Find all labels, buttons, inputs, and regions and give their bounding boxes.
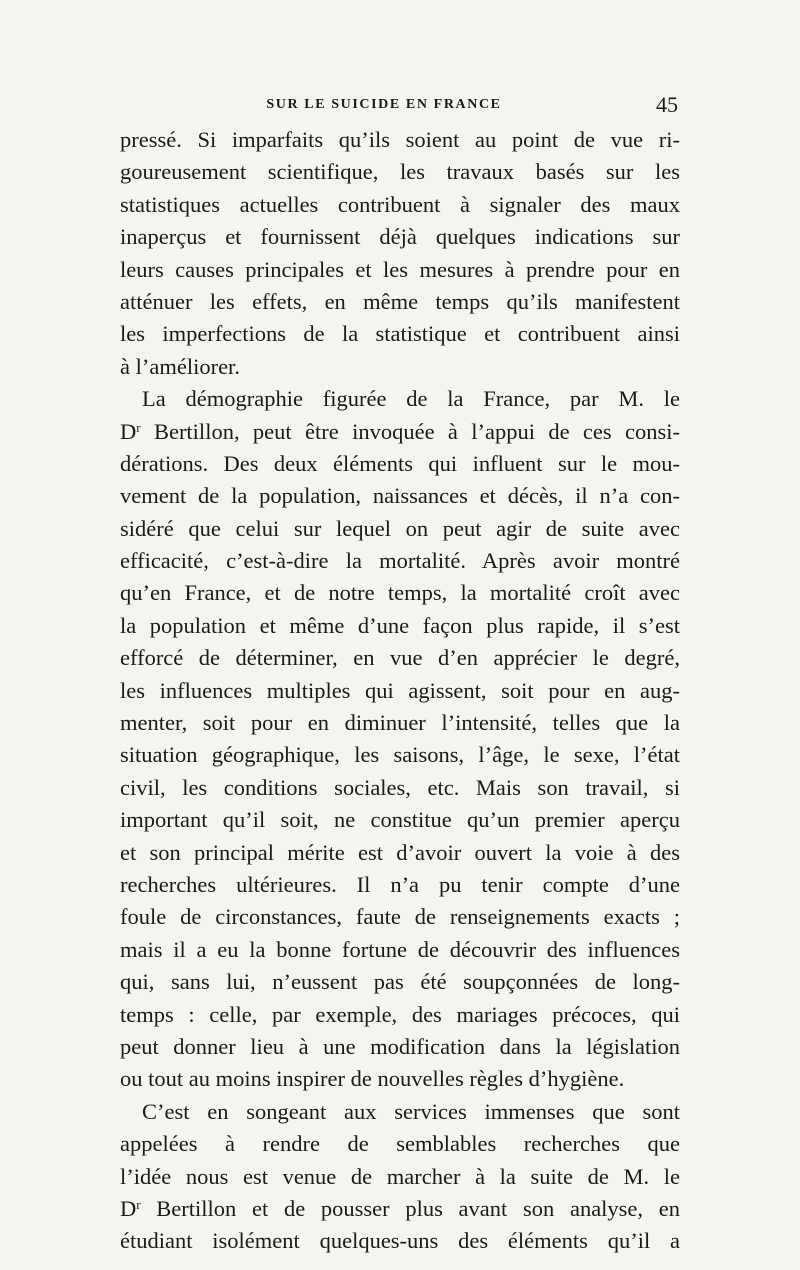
text-line [120, 869, 680, 901]
line-text-rest: Bertillon, peut être invoquée à l’appui de ces consi- [140, 418, 680, 444]
page-number: 45 [656, 92, 678, 117]
text-line [120, 1193, 680, 1225]
line-text: statistiques actuelles contribuent à signaler des maux [120, 191, 680, 217]
text-line [120, 577, 680, 609]
line-text: efficacité, c’est-à-dire la mortalité. Après avoir montré [120, 548, 680, 574]
line-text: recherches ultérieures. Il n’a pu tenir compte d’une [120, 871, 680, 897]
text-line [120, 675, 680, 707]
line-text: l’idée nous est venue de marcher à la suite de M. le [120, 1163, 680, 1189]
line-text: la population et même d’une façon plus rapide, il s’est [120, 612, 680, 638]
line-text: pressé. Si imparfaits qu’ils soient au point de vue ri- [120, 127, 680, 152]
text-line [120, 610, 680, 642]
text-line [120, 1063, 680, 1095]
line-text: qu’en France, et de notre temps, la mortalité croît avec [120, 580, 680, 606]
body-text [120, 124, 680, 1258]
text-line [120, 156, 680, 188]
line-text: appelées à rendre de semblables recherches que [120, 1131, 680, 1157]
line-text: les imperfections de la statistique et contribuent ainsi [120, 321, 680, 347]
text-line [120, 286, 680, 318]
text-line [120, 480, 680, 512]
text-line [120, 318, 680, 350]
line-text: goureusement scientifique, les travaux basés sur les [120, 159, 680, 185]
text-line [120, 1096, 680, 1128]
text-line [120, 221, 680, 253]
text-line [120, 837, 680, 869]
line-text: étudiant isolément quelques-uns des éléments qu’il a [120, 1228, 680, 1254]
line-text: foule de circonstances, faute de renseignements exacts ; [120, 904, 680, 930]
text-line [120, 545, 680, 577]
line-text: leurs causes principales et les mesures à prendre pour en [120, 256, 680, 282]
text-line [120, 1161, 680, 1193]
running-head [120, 92, 680, 122]
text-line [120, 351, 680, 383]
line-text: important qu’il soit, ne constitue qu’un premier aperçu [120, 807, 680, 833]
line-text: atténuer les effets, en même temps qu’ils manifestent [120, 288, 680, 314]
text-line [120, 966, 680, 998]
text-line [120, 254, 680, 286]
text-line [120, 999, 680, 1031]
text-line [120, 642, 680, 674]
line-text: menter, soit pour en diminuer l’intensité, telles que la [120, 710, 680, 736]
text-line [120, 707, 680, 739]
superscript: r [136, 1196, 141, 1212]
line-text: efforcé de déterminer, en vue d’en apprécier le degré, [120, 645, 680, 671]
line-text: et son principal mérite est d’avoir ouvert la voie à des [120, 839, 680, 865]
line-text: les influences multiples qui agissent, soit pour en aug- [120, 677, 680, 703]
line-text: ou tout au moins inspirer de nouvelles règles d’hygiène. [120, 1066, 625, 1092]
line-text: D [120, 1195, 137, 1221]
text-line [120, 448, 680, 480]
text-line [120, 383, 680, 415]
line-text: civil, les conditions sociales, etc. Mais son travail, si [120, 774, 680, 800]
line-text: dérations. Des deux éléments qui influent sur le mou- [120, 450, 680, 476]
text-line [120, 739, 680, 771]
text-line [120, 1128, 680, 1160]
line-text: D [120, 418, 137, 444]
text-line [120, 934, 680, 966]
line-text: peut donner lieu à une modification dans la législation [120, 1033, 680, 1059]
text-line [120, 772, 680, 804]
text-line [120, 189, 680, 221]
text-line [120, 513, 680, 545]
text-line [120, 416, 680, 448]
text-line [120, 901, 680, 933]
text-line [120, 804, 680, 836]
text-line [120, 124, 680, 156]
line-text: vement de la population, naissances et décès, il n’a con- [120, 483, 680, 509]
line-text: sidéré que celui sur lequel on peut agir de suite avec [120, 515, 680, 541]
line-text: situation géographique, les saisons, l’âge, le sexe, l’état [120, 742, 680, 768]
line-text: C’est en songeant aux services immenses que sont [142, 1098, 680, 1124]
line-text: à l’améliorer. [120, 353, 240, 379]
text-line [120, 1031, 680, 1063]
running-title: SUR LE SUICIDE EN FRANCE [266, 97, 502, 112]
line-text: inaperçus et fournissent déjà quelques indications sur [120, 224, 680, 250]
line-text-rest: Bertillon et de pousser plus avant son analyse, en [140, 1195, 680, 1221]
line-text: La démographie figurée de la France, par M. le [142, 386, 680, 412]
line-text: qui, sans lui, n’eussent pas été soupçonnées de long- [120, 969, 680, 995]
superscript: r [136, 419, 141, 435]
line-text: mais il a eu la bonne fortune de découvrir des influences [120, 936, 680, 962]
line-text: temps : celle, par exemple, des mariages précoces, qui [120, 1001, 680, 1027]
text-line [120, 1225, 680, 1257]
